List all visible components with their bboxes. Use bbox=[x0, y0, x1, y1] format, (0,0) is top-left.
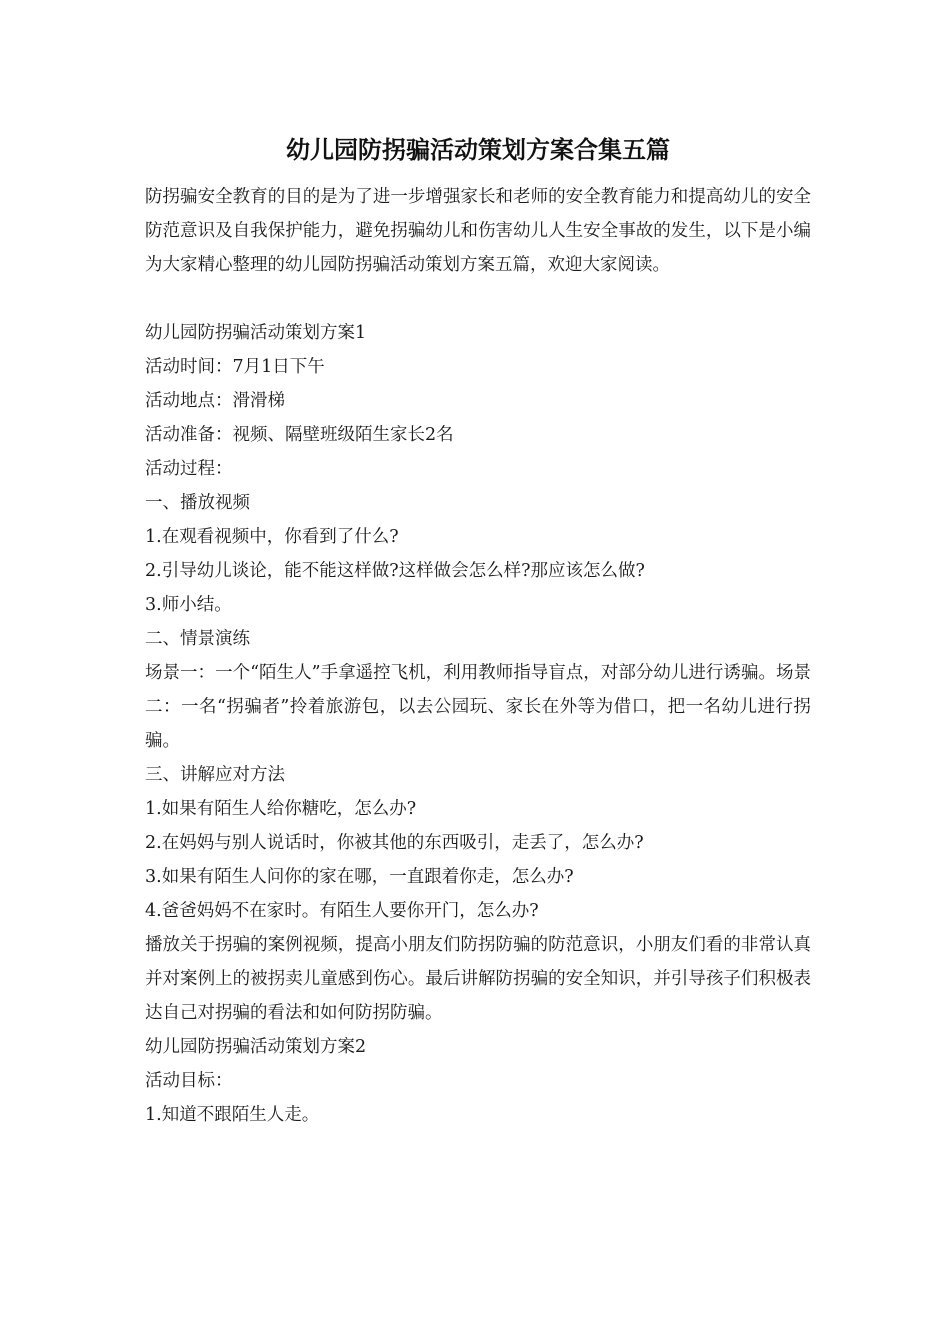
section-heading-drill: 二、情景演练 bbox=[145, 629, 250, 649]
plan-1-heading: 幼儿园防拐骗活动策划方案1 bbox=[145, 323, 367, 343]
list-item: 1.如果有陌生人给你糖吃，怎么办? bbox=[145, 799, 417, 819]
list-item: 1.在观看视频中，你看到了什么? bbox=[145, 527, 399, 547]
list-item: 2.引导幼儿谈论，能不能这样做?这样做会怎么样?那应该怎么做? bbox=[145, 561, 645, 581]
activity-goals-label: 活动目标： bbox=[145, 1071, 233, 1091]
activity-time: 活动时间：7月1日下午 bbox=[145, 357, 325, 377]
activity-location: 活动地点：滑滑梯 bbox=[145, 391, 285, 411]
document-body bbox=[145, 132, 811, 1132]
activity-process-label: 活动过程： bbox=[145, 459, 233, 479]
document-title: 幼儿园防拐骗活动策划方案合集五篇 bbox=[286, 135, 670, 164]
section-heading-response: 三、讲解应对方法 bbox=[145, 765, 285, 785]
plan-2-heading: 幼儿园防拐骗活动策划方案2 bbox=[145, 1037, 367, 1057]
list-item: 2.在妈妈与别人说话时，你被其他的东西吸引，走丢了，怎么办? bbox=[145, 833, 644, 853]
summary-paragraph: 播放关于拐骗的案例视频，提高小朋友们防拐防骗的防范意识，小朋友们看的非常认真并对案例上的被拐卖儿童感到伤心。最后讲解防拐骗的安全知识，并引导孩子们积极表达自己对拐骗的看法和如何防拐防骗。 bbox=[145, 935, 811, 1023]
intro-paragraph: 防拐骗安全教育的目的是为了进一步增强家长和老师的安全教育能力和提高幼儿的安全防范意识及自我保护能力，避免拐骗幼儿和伤害幼儿人生安全事故的发生，以下是小编为大家精心整理的幼儿园防拐骗活动策划方案五篇，欢迎大家阅读。 bbox=[145, 187, 811, 275]
list-item: 3.如果有陌生人问你的家在哪，一直跟着你走，怎么办? bbox=[145, 867, 574, 887]
scenario-paragraph: 场景一：一个“陌生人”手拿遥控飞机，利用教师指导盲点，对部分幼儿进行诱骗。场景二：一名“拐骗者”拎着旅游包，以去公园玩、家长在外等为借口，把一名幼儿进行拐骗。 bbox=[145, 663, 811, 751]
activity-preparation: 活动准备：视频、隔壁班级陌生家长2名 bbox=[145, 425, 454, 445]
section-heading-video: 一、播放视频 bbox=[145, 493, 250, 513]
list-item: 1.知道不跟陌生人走。 bbox=[145, 1105, 320, 1125]
list-item: 3.师小结。 bbox=[145, 595, 232, 615]
list-item: 4.爸爸妈妈不在家时。有陌生人要你开门，怎么办? bbox=[145, 901, 539, 921]
paragraph-spacer bbox=[145, 282, 811, 316]
